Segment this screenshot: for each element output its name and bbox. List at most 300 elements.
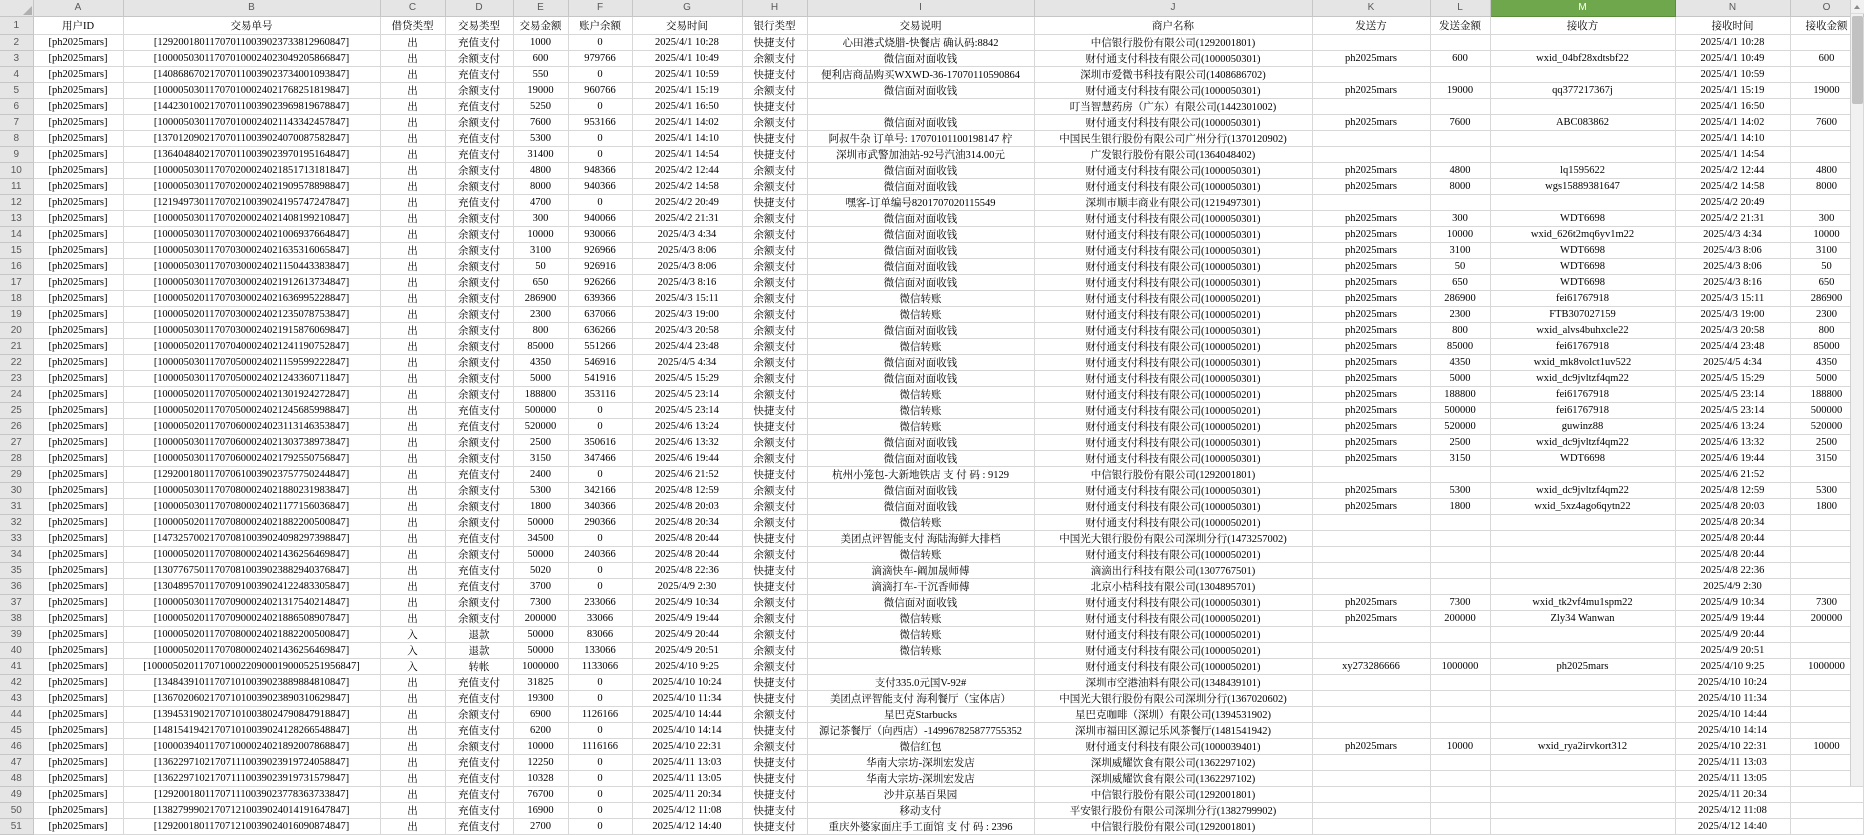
- cell-G13[interactable]: 2025/4/2 21:31: [632, 210, 742, 226]
- cell-F25[interactable]: 0: [568, 402, 632, 418]
- cell-F41[interactable]: 1133066: [568, 658, 632, 674]
- row-number[interactable]: 20: [0, 322, 33, 338]
- cell-N19[interactable]: 2025/4/3 19:00: [1675, 306, 1790, 322]
- cell-M47[interactable]: [1490, 754, 1675, 770]
- cell-L44[interactable]: [1430, 706, 1490, 722]
- cell-A51[interactable]: [ph2025mars]: [33, 818, 123, 834]
- cell-M20[interactable]: wxid_alvs4buhxcle22: [1490, 322, 1675, 338]
- column-title-N[interactable]: 接收时间: [1675, 16, 1790, 34]
- cell-G44[interactable]: 2025/4/10 14:44: [632, 706, 742, 722]
- cell-H18[interactable]: 余额支付: [742, 290, 807, 306]
- cell-H50[interactable]: 快捷支付: [742, 802, 807, 818]
- cell-O28[interactable]: 3150: [1790, 450, 1863, 466]
- cell-H26[interactable]: 快捷支付: [742, 418, 807, 434]
- cell-L6[interactable]: [1430, 98, 1490, 114]
- cell-N34[interactable]: 2025/4/8 20:44: [1675, 546, 1790, 562]
- cell-G19[interactable]: 2025/4/3 19:00: [632, 306, 742, 322]
- cell-K47[interactable]: [1312, 754, 1430, 770]
- cell-I30[interactable]: 微信面对面收钱: [807, 482, 1034, 498]
- scrollbar-thumb[interactable]: [1852, 16, 1863, 104]
- cell-M2[interactable]: [1490, 34, 1675, 50]
- cell-J45[interactable]: 深圳市福田区源记乐风茶餐厅(1481541942): [1034, 722, 1312, 738]
- cell-F22[interactable]: 546916: [568, 354, 632, 370]
- cell-G42[interactable]: 2025/4/10 10:24: [632, 674, 742, 690]
- cell-J39[interactable]: 财付通支付科技有限公司(1000050201): [1034, 626, 1312, 642]
- cell-M9[interactable]: [1490, 146, 1675, 162]
- cell-I14[interactable]: 微信面对面收钱: [807, 226, 1034, 242]
- row-number[interactable]: 50: [0, 802, 33, 818]
- cell-I39[interactable]: 微信转账: [807, 626, 1034, 642]
- cell-L29[interactable]: [1430, 466, 1490, 482]
- cell-H17[interactable]: 余额支付: [742, 274, 807, 290]
- column-title-A[interactable]: 用户ID: [33, 16, 123, 34]
- cell-D14[interactable]: 余额支付: [445, 226, 513, 242]
- row-number[interactable]: 4: [0, 66, 33, 82]
- cell-J10[interactable]: 财付通支付科技有限公司(1000050301): [1034, 162, 1312, 178]
- cell-H30[interactable]: 余额支付: [742, 482, 807, 498]
- cell-F35[interactable]: 0: [568, 562, 632, 578]
- cell-G10[interactable]: 2025/4/2 12:44: [632, 162, 742, 178]
- cell-O25[interactable]: 500000: [1790, 402, 1863, 418]
- cell-K13[interactable]: ph2025mars: [1312, 210, 1430, 226]
- cell-J6[interactable]: 叮当智慧药房（广东）有限公司(1442301002): [1034, 98, 1312, 114]
- cell-J9[interactable]: 广发银行股份有限公司(1364048402): [1034, 146, 1312, 162]
- cell-M33[interactable]: [1490, 530, 1675, 546]
- cell-L19[interactable]: 2300: [1430, 306, 1490, 322]
- cell-A6[interactable]: [ph2025mars]: [33, 98, 123, 114]
- cell-N2[interactable]: 2025/4/1 10:28: [1675, 34, 1790, 50]
- row-number[interactable]: 28: [0, 450, 33, 466]
- column-title-G[interactable]: 交易时间: [632, 16, 742, 34]
- cell-D15[interactable]: 余额支付: [445, 242, 513, 258]
- cell-E4[interactable]: 550: [513, 66, 568, 82]
- cell-F5[interactable]: 960766: [568, 82, 632, 98]
- row-number[interactable]: 26: [0, 418, 33, 434]
- cell-C18[interactable]: 出: [380, 290, 445, 306]
- cell-F11[interactable]: 940366: [568, 178, 632, 194]
- cell-H47[interactable]: 快捷支付: [742, 754, 807, 770]
- row-number[interactable]: 49: [0, 786, 33, 802]
- cell-F14[interactable]: 930066: [568, 226, 632, 242]
- cell-K45[interactable]: [1312, 722, 1430, 738]
- cell-G38[interactable]: 2025/4/9 19:44: [632, 610, 742, 626]
- cell-J34[interactable]: 财付通支付科技有限公司(1000050201): [1034, 546, 1312, 562]
- cell-M13[interactable]: WDT6698: [1490, 210, 1675, 226]
- cell-B11[interactable]: [100005030117070200024021909578898847]: [123, 178, 380, 194]
- cell-E2[interactable]: 1000: [513, 34, 568, 50]
- cell-D4[interactable]: 充值支付: [445, 66, 513, 82]
- cell-G3[interactable]: 2025/4/1 10:49: [632, 50, 742, 66]
- cell-N46[interactable]: 2025/4/10 22:31: [1675, 738, 1790, 754]
- cell-F24[interactable]: 353116: [568, 386, 632, 402]
- cell-F10[interactable]: 948366: [568, 162, 632, 178]
- cell-M12[interactable]: [1490, 194, 1675, 210]
- cell-E28[interactable]: 3150: [513, 450, 568, 466]
- cell-A43[interactable]: [ph2025mars]: [33, 690, 123, 706]
- cell-J46[interactable]: 财付通支付科技有限公司(1000039401): [1034, 738, 1312, 754]
- cell-B19[interactable]: [100005020117070300024021235078753847]: [123, 306, 380, 322]
- cell-G11[interactable]: 2025/4/2 14:58: [632, 178, 742, 194]
- cell-B39[interactable]: [100005020117070800024021882200500847]: [123, 626, 380, 642]
- cell-B12[interactable]: [121949730117070210039024195747247847]: [123, 194, 380, 210]
- cell-K26[interactable]: ph2025mars: [1312, 418, 1430, 434]
- cell-G41[interactable]: 2025/4/10 9:25: [632, 658, 742, 674]
- row-number[interactable]: 23: [0, 370, 33, 386]
- cell-B10[interactable]: [100005030117070200024021851713181847]: [123, 162, 380, 178]
- cell-I4[interactable]: 便利店商品购买WXWD-36-17070110590864: [807, 66, 1034, 82]
- cell-L47[interactable]: [1430, 754, 1490, 770]
- row-number[interactable]: 48: [0, 770, 33, 786]
- cell-K42[interactable]: [1312, 674, 1430, 690]
- cell-N43[interactable]: 2025/4/10 11:34: [1675, 690, 1790, 706]
- column-title-O[interactable]: 接收金额: [1790, 16, 1863, 34]
- cell-E38[interactable]: 200000: [513, 610, 568, 626]
- cell-C30[interactable]: 出: [380, 482, 445, 498]
- cell-A37[interactable]: [ph2025mars]: [33, 594, 123, 610]
- cell-L28[interactable]: 3150: [1430, 450, 1490, 466]
- cell-O31[interactable]: 1800: [1790, 498, 1863, 514]
- cell-K32[interactable]: [1312, 514, 1430, 530]
- cell-I3[interactable]: 微信面对面收钱: [807, 50, 1034, 66]
- cell-M4[interactable]: [1490, 66, 1675, 82]
- cell-I11[interactable]: 微信面对面收钱: [807, 178, 1034, 194]
- cell-H46[interactable]: 余额支付: [742, 738, 807, 754]
- cell-N42[interactable]: 2025/4/10 10:24: [1675, 674, 1790, 690]
- cell-D36[interactable]: 充值支付: [445, 578, 513, 594]
- cell-O49[interactable]: [1790, 786, 1863, 802]
- cell-C46[interactable]: 出: [380, 738, 445, 754]
- cell-B47[interactable]: [136229710217071110039023919724058847]: [123, 754, 380, 770]
- column-letter-O[interactable]: O: [1790, 0, 1863, 16]
- cell-G33[interactable]: 2025/4/8 20:44: [632, 530, 742, 546]
- cell-I18[interactable]: 微信转账: [807, 290, 1034, 306]
- cell-O19[interactable]: 2300: [1790, 306, 1863, 322]
- cell-F20[interactable]: 636266: [568, 322, 632, 338]
- cell-D17[interactable]: 余额支付: [445, 274, 513, 290]
- cell-B7[interactable]: [100005030117070100024021143342457847]: [123, 114, 380, 130]
- cell-A16[interactable]: [ph2025mars]: [33, 258, 123, 274]
- row-number[interactable]: 17: [0, 274, 33, 290]
- cell-J15[interactable]: 财付通支付科技有限公司(1000050301): [1034, 242, 1312, 258]
- cell-J22[interactable]: 财付通支付科技有限公司(1000050301): [1034, 354, 1312, 370]
- cell-I25[interactable]: 微信转账: [807, 402, 1034, 418]
- row-number[interactable]: 1: [0, 16, 33, 34]
- cell-L12[interactable]: [1430, 194, 1490, 210]
- cell-N37[interactable]: 2025/4/9 10:34: [1675, 594, 1790, 610]
- cell-I15[interactable]: 微信面对面收钱: [807, 242, 1034, 258]
- cell-C32[interactable]: 出: [380, 514, 445, 530]
- cell-I40[interactable]: 微信转账: [807, 642, 1034, 658]
- cell-O3[interactable]: 600: [1790, 50, 1863, 66]
- cell-B41[interactable]: [1000050201170710002209000190005251956847]: [123, 658, 380, 674]
- cell-C2[interactable]: 出: [380, 34, 445, 50]
- cell-O24[interactable]: 188800: [1790, 386, 1863, 402]
- cell-E12[interactable]: 4700: [513, 194, 568, 210]
- cell-I41[interactable]: [807, 658, 1034, 674]
- cell-A31[interactable]: [ph2025mars]: [33, 498, 123, 514]
- cell-F21[interactable]: 551266: [568, 338, 632, 354]
- cell-A42[interactable]: [ph2025mars]: [33, 674, 123, 690]
- cell-N49[interactable]: 2025/4/11 20:34: [1675, 786, 1790, 802]
- cell-F44[interactable]: 1126166: [568, 706, 632, 722]
- cell-D51[interactable]: 充值支付: [445, 818, 513, 834]
- cell-F33[interactable]: 0: [568, 530, 632, 546]
- column-letter-A[interactable]: A: [33, 0, 123, 16]
- cell-J14[interactable]: 财付通支付科技有限公司(1000050301): [1034, 226, 1312, 242]
- cell-J25[interactable]: 财付通支付科技有限公司(1000050201): [1034, 402, 1312, 418]
- cell-K29[interactable]: [1312, 466, 1430, 482]
- cell-E26[interactable]: 520000: [513, 418, 568, 434]
- cell-H31[interactable]: 余额支付: [742, 498, 807, 514]
- cell-I9[interactable]: 深圳市武警加油站-92号汽油314.00元: [807, 146, 1034, 162]
- cell-J40[interactable]: 财付通支付科技有限公司(1000050201): [1034, 642, 1312, 658]
- cell-H3[interactable]: 余额支付: [742, 50, 807, 66]
- cell-D23[interactable]: 余额支付: [445, 370, 513, 386]
- cell-A19[interactable]: [ph2025mars]: [33, 306, 123, 322]
- cell-F39[interactable]: 83066: [568, 626, 632, 642]
- cell-I37[interactable]: 微信面对面收钱: [807, 594, 1034, 610]
- cell-K30[interactable]: ph2025mars: [1312, 482, 1430, 498]
- cell-K19[interactable]: ph2025mars: [1312, 306, 1430, 322]
- cell-F29[interactable]: 0: [568, 466, 632, 482]
- cell-K16[interactable]: ph2025mars: [1312, 258, 1430, 274]
- cell-H33[interactable]: 快捷支付: [742, 530, 807, 546]
- cell-K33[interactable]: [1312, 530, 1430, 546]
- cell-M40[interactable]: [1490, 642, 1675, 658]
- cell-N17[interactable]: 2025/4/3 8:16: [1675, 274, 1790, 290]
- cell-I28[interactable]: 微信面对面收钱: [807, 450, 1034, 466]
- row-number[interactable]: 32: [0, 514, 33, 530]
- cell-A50[interactable]: [ph2025mars]: [33, 802, 123, 818]
- cell-J8[interactable]: 中国民生银行股份有限公司广州分行(1370120902): [1034, 130, 1312, 146]
- cell-K9[interactable]: [1312, 146, 1430, 162]
- cell-B5[interactable]: [100005030117070100024021768251819847]: [123, 82, 380, 98]
- cell-A41[interactable]: [ph2025mars]: [33, 658, 123, 674]
- cell-N5[interactable]: 2025/4/1 15:19: [1675, 82, 1790, 98]
- cell-J2[interactable]: 中信银行股份有限公司(1292001801): [1034, 34, 1312, 50]
- cell-G16[interactable]: 2025/4/3 8:06: [632, 258, 742, 274]
- cell-A4[interactable]: [ph2025mars]: [33, 66, 123, 82]
- cell-A12[interactable]: [ph2025mars]: [33, 194, 123, 210]
- cell-B48[interactable]: [136229710217071110039023919731579847]: [123, 770, 380, 786]
- cell-N11[interactable]: 2025/4/2 14:58: [1675, 178, 1790, 194]
- cell-E37[interactable]: 7300: [513, 594, 568, 610]
- cell-C38[interactable]: 出: [380, 610, 445, 626]
- cell-K31[interactable]: ph2025mars: [1312, 498, 1430, 514]
- cell-O14[interactable]: 10000: [1790, 226, 1863, 242]
- column-title-M[interactable]: 接收方: [1490, 16, 1675, 34]
- cell-E8[interactable]: 5300: [513, 130, 568, 146]
- cell-A40[interactable]: [ph2025mars]: [33, 642, 123, 658]
- cell-O27[interactable]: 2500: [1790, 434, 1863, 450]
- cell-N31[interactable]: 2025/4/8 20:03: [1675, 498, 1790, 514]
- row-number[interactable]: 3: [0, 50, 33, 66]
- cell-G27[interactable]: 2025/4/6 13:32: [632, 434, 742, 450]
- cell-K18[interactable]: ph2025mars: [1312, 290, 1430, 306]
- cell-J18[interactable]: 财付通支付科技有限公司(1000050201): [1034, 290, 1312, 306]
- cell-E49[interactable]: 76700: [513, 786, 568, 802]
- cell-A34[interactable]: [ph2025mars]: [33, 546, 123, 562]
- cell-J49[interactable]: 中信银行股份有限公司(1292001801): [1034, 786, 1312, 802]
- cell-B21[interactable]: [100005020117070400024021241190752847]: [123, 338, 380, 354]
- cell-H42[interactable]: 快捷支付: [742, 674, 807, 690]
- cell-I38[interactable]: 微信转账: [807, 610, 1034, 626]
- cell-M46[interactable]: wxid_rya2irvkort312: [1490, 738, 1675, 754]
- cell-D41[interactable]: 转帐: [445, 658, 513, 674]
- cell-I43[interactable]: 美团点评智能支付 海利餐厅（宝体店）: [807, 690, 1034, 706]
- cell-N3[interactable]: 2025/4/1 10:49: [1675, 50, 1790, 66]
- cell-I26[interactable]: 微信转账: [807, 418, 1034, 434]
- cell-O13[interactable]: 300: [1790, 210, 1863, 226]
- cell-K36[interactable]: [1312, 578, 1430, 594]
- row-number[interactable]: 25: [0, 402, 33, 418]
- cell-E14[interactable]: 10000: [513, 226, 568, 242]
- cell-D2[interactable]: 充值支付: [445, 34, 513, 50]
- cell-A46[interactable]: [ph2025mars]: [33, 738, 123, 754]
- cell-I20[interactable]: 微信面对面收钱: [807, 322, 1034, 338]
- cell-H6[interactable]: 快捷支付: [742, 98, 807, 114]
- cell-L32[interactable]: [1430, 514, 1490, 530]
- cell-J4[interactable]: 深圳市爱微书科技有限公司(1408686702): [1034, 66, 1312, 82]
- cell-N38[interactable]: 2025/4/9 19:44: [1675, 610, 1790, 626]
- cell-M5[interactable]: qq377217367j: [1490, 82, 1675, 98]
- row-number[interactable]: 34: [0, 546, 33, 562]
- cell-D37[interactable]: 余额支付: [445, 594, 513, 610]
- cell-A7[interactable]: [ph2025mars]: [33, 114, 123, 130]
- row-number[interactable]: 14: [0, 226, 33, 242]
- cell-J26[interactable]: 财付通支付科技有限公司(1000050201): [1034, 418, 1312, 434]
- cell-C16[interactable]: 出: [380, 258, 445, 274]
- cell-M42[interactable]: [1490, 674, 1675, 690]
- column-letter-D[interactable]: D: [445, 0, 513, 16]
- cell-I33[interactable]: 美团点评智能支付 海陆海鲜大排档: [807, 530, 1034, 546]
- cell-M43[interactable]: [1490, 690, 1675, 706]
- cell-A24[interactable]: [ph2025mars]: [33, 386, 123, 402]
- cell-I23[interactable]: 微信面对面收钱: [807, 370, 1034, 386]
- cell-B13[interactable]: [100005030117070200024021408199210847]: [123, 210, 380, 226]
- cell-C45[interactable]: 出: [380, 722, 445, 738]
- cell-J7[interactable]: 财付通支付科技有限公司(1000050301): [1034, 114, 1312, 130]
- cell-J50[interactable]: 平安银行股份有限公司深圳分行(1382799902): [1034, 802, 1312, 818]
- cell-F51[interactable]: 0: [568, 818, 632, 834]
- cell-F32[interactable]: 290366: [568, 514, 632, 530]
- cell-F45[interactable]: 0: [568, 722, 632, 738]
- cell-J24[interactable]: 财付通支付科技有限公司(1000050201): [1034, 386, 1312, 402]
- cell-A18[interactable]: [ph2025mars]: [33, 290, 123, 306]
- cell-F27[interactable]: 350616: [568, 434, 632, 450]
- cell-J48[interactable]: 深圳威耀饮食有限公司(1362297102): [1034, 770, 1312, 786]
- cell-N29[interactable]: 2025/4/6 21:52: [1675, 466, 1790, 482]
- cell-L15[interactable]: 3100: [1430, 242, 1490, 258]
- cell-M15[interactable]: WDT6698: [1490, 242, 1675, 258]
- cell-M45[interactable]: [1490, 722, 1675, 738]
- cell-I29[interactable]: 杭州小笼包-大新地铁店 支 付 码 : 9129: [807, 466, 1034, 482]
- cell-A35[interactable]: [ph2025mars]: [33, 562, 123, 578]
- cell-N25[interactable]: 2025/4/5 23:14: [1675, 402, 1790, 418]
- cell-J17[interactable]: 财付通支付科技有限公司(1000050301): [1034, 274, 1312, 290]
- cell-G22[interactable]: 2025/4/5 4:34: [632, 354, 742, 370]
- cell-N41[interactable]: 2025/4/10 9:25: [1675, 658, 1790, 674]
- cell-I32[interactable]: 微信转账: [807, 514, 1034, 530]
- cell-J32[interactable]: 财付通支付科技有限公司(1000050201): [1034, 514, 1312, 530]
- cell-B50[interactable]: [138279990217071210039024014191647847]: [123, 802, 380, 818]
- cell-K37[interactable]: ph2025mars: [1312, 594, 1430, 610]
- cell-K39[interactable]: [1312, 626, 1430, 642]
- cell-H27[interactable]: 余额支付: [742, 434, 807, 450]
- cell-D8[interactable]: 充值支付: [445, 130, 513, 146]
- cell-I21[interactable]: 微信转账: [807, 338, 1034, 354]
- column-letter-E[interactable]: E: [513, 0, 568, 16]
- cell-F13[interactable]: 940066: [568, 210, 632, 226]
- cell-G34[interactable]: 2025/4/8 20:44: [632, 546, 742, 562]
- row-number[interactable]: 24: [0, 386, 33, 402]
- cell-K38[interactable]: ph2025mars: [1312, 610, 1430, 626]
- cell-O15[interactable]: 3100: [1790, 242, 1863, 258]
- cell-C8[interactable]: 出: [380, 130, 445, 146]
- cell-O18[interactable]: 286900: [1790, 290, 1863, 306]
- cell-O21[interactable]: 85000: [1790, 338, 1863, 354]
- cell-G18[interactable]: 2025/4/3 15:11: [632, 290, 742, 306]
- cell-N30[interactable]: 2025/4/8 12:59: [1675, 482, 1790, 498]
- cell-I50[interactable]: 移动支付: [807, 802, 1034, 818]
- cell-F26[interactable]: 0: [568, 418, 632, 434]
- cell-D33[interactable]: 充值支付: [445, 530, 513, 546]
- cell-G40[interactable]: 2025/4/9 20:51: [632, 642, 742, 658]
- cell-H20[interactable]: 余额支付: [742, 322, 807, 338]
- column-letter-J[interactable]: J: [1034, 0, 1312, 16]
- cell-H49[interactable]: 快捷支付: [742, 786, 807, 802]
- cell-N24[interactable]: 2025/4/5 23:14: [1675, 386, 1790, 402]
- cell-J27[interactable]: 财付通支付科技有限公司(1000050301): [1034, 434, 1312, 450]
- cell-O22[interactable]: 4350: [1790, 354, 1863, 370]
- row-number[interactable]: 45: [0, 722, 33, 738]
- cell-J35[interactable]: 滴滴出行科技有限公司(1307767501): [1034, 562, 1312, 578]
- row-number[interactable]: 13: [0, 210, 33, 226]
- cell-L17[interactable]: 650: [1430, 274, 1490, 290]
- cell-B15[interactable]: [100005030117070300024021635316065847]: [123, 242, 380, 258]
- cell-C50[interactable]: 出: [380, 802, 445, 818]
- cell-J20[interactable]: 财付通支付科技有限公司(1000050301): [1034, 322, 1312, 338]
- cell-G50[interactable]: 2025/4/12 11:08: [632, 802, 742, 818]
- cell-F23[interactable]: 541916: [568, 370, 632, 386]
- cell-A5[interactable]: [ph2025mars]: [33, 82, 123, 98]
- cell-B24[interactable]: [100005020117070500024021301924272847]: [123, 386, 380, 402]
- cell-H21[interactable]: 余额支付: [742, 338, 807, 354]
- cell-G49[interactable]: 2025/4/11 20:34: [632, 786, 742, 802]
- cell-I34[interactable]: 微信转账: [807, 546, 1034, 562]
- cell-J3[interactable]: 财付通支付科技有限公司(1000050301): [1034, 50, 1312, 66]
- cell-N51[interactable]: 2025/4/12 14:40: [1675, 818, 1790, 834]
- cell-O20[interactable]: 800: [1790, 322, 1863, 338]
- cell-G31[interactable]: 2025/4/8 20:03: [632, 498, 742, 514]
- cell-G6[interactable]: 2025/4/1 16:50: [632, 98, 742, 114]
- cell-N27[interactable]: 2025/4/6 13:32: [1675, 434, 1790, 450]
- cell-K27[interactable]: ph2025mars: [1312, 434, 1430, 450]
- cell-L10[interactable]: 4800: [1430, 162, 1490, 178]
- cell-F4[interactable]: 0: [568, 66, 632, 82]
- cell-K46[interactable]: ph2025mars: [1312, 738, 1430, 754]
- cell-B26[interactable]: [100005020117070600024023113146353847]: [123, 418, 380, 434]
- cell-N12[interactable]: 2025/4/2 20:49: [1675, 194, 1790, 210]
- cell-C28[interactable]: 出: [380, 450, 445, 466]
- cell-M49[interactable]: [1490, 786, 1675, 802]
- cell-I31[interactable]: 微信面对面收钱: [807, 498, 1034, 514]
- cell-C14[interactable]: 出: [380, 226, 445, 242]
- row-number[interactable]: 9: [0, 146, 33, 162]
- cell-B28[interactable]: [100005030117070600024021792550756847]: [123, 450, 380, 466]
- cell-N35[interactable]: 2025/4/8 22:36: [1675, 562, 1790, 578]
- cell-J29[interactable]: 中信银行股份有限公司(1292001801): [1034, 466, 1312, 482]
